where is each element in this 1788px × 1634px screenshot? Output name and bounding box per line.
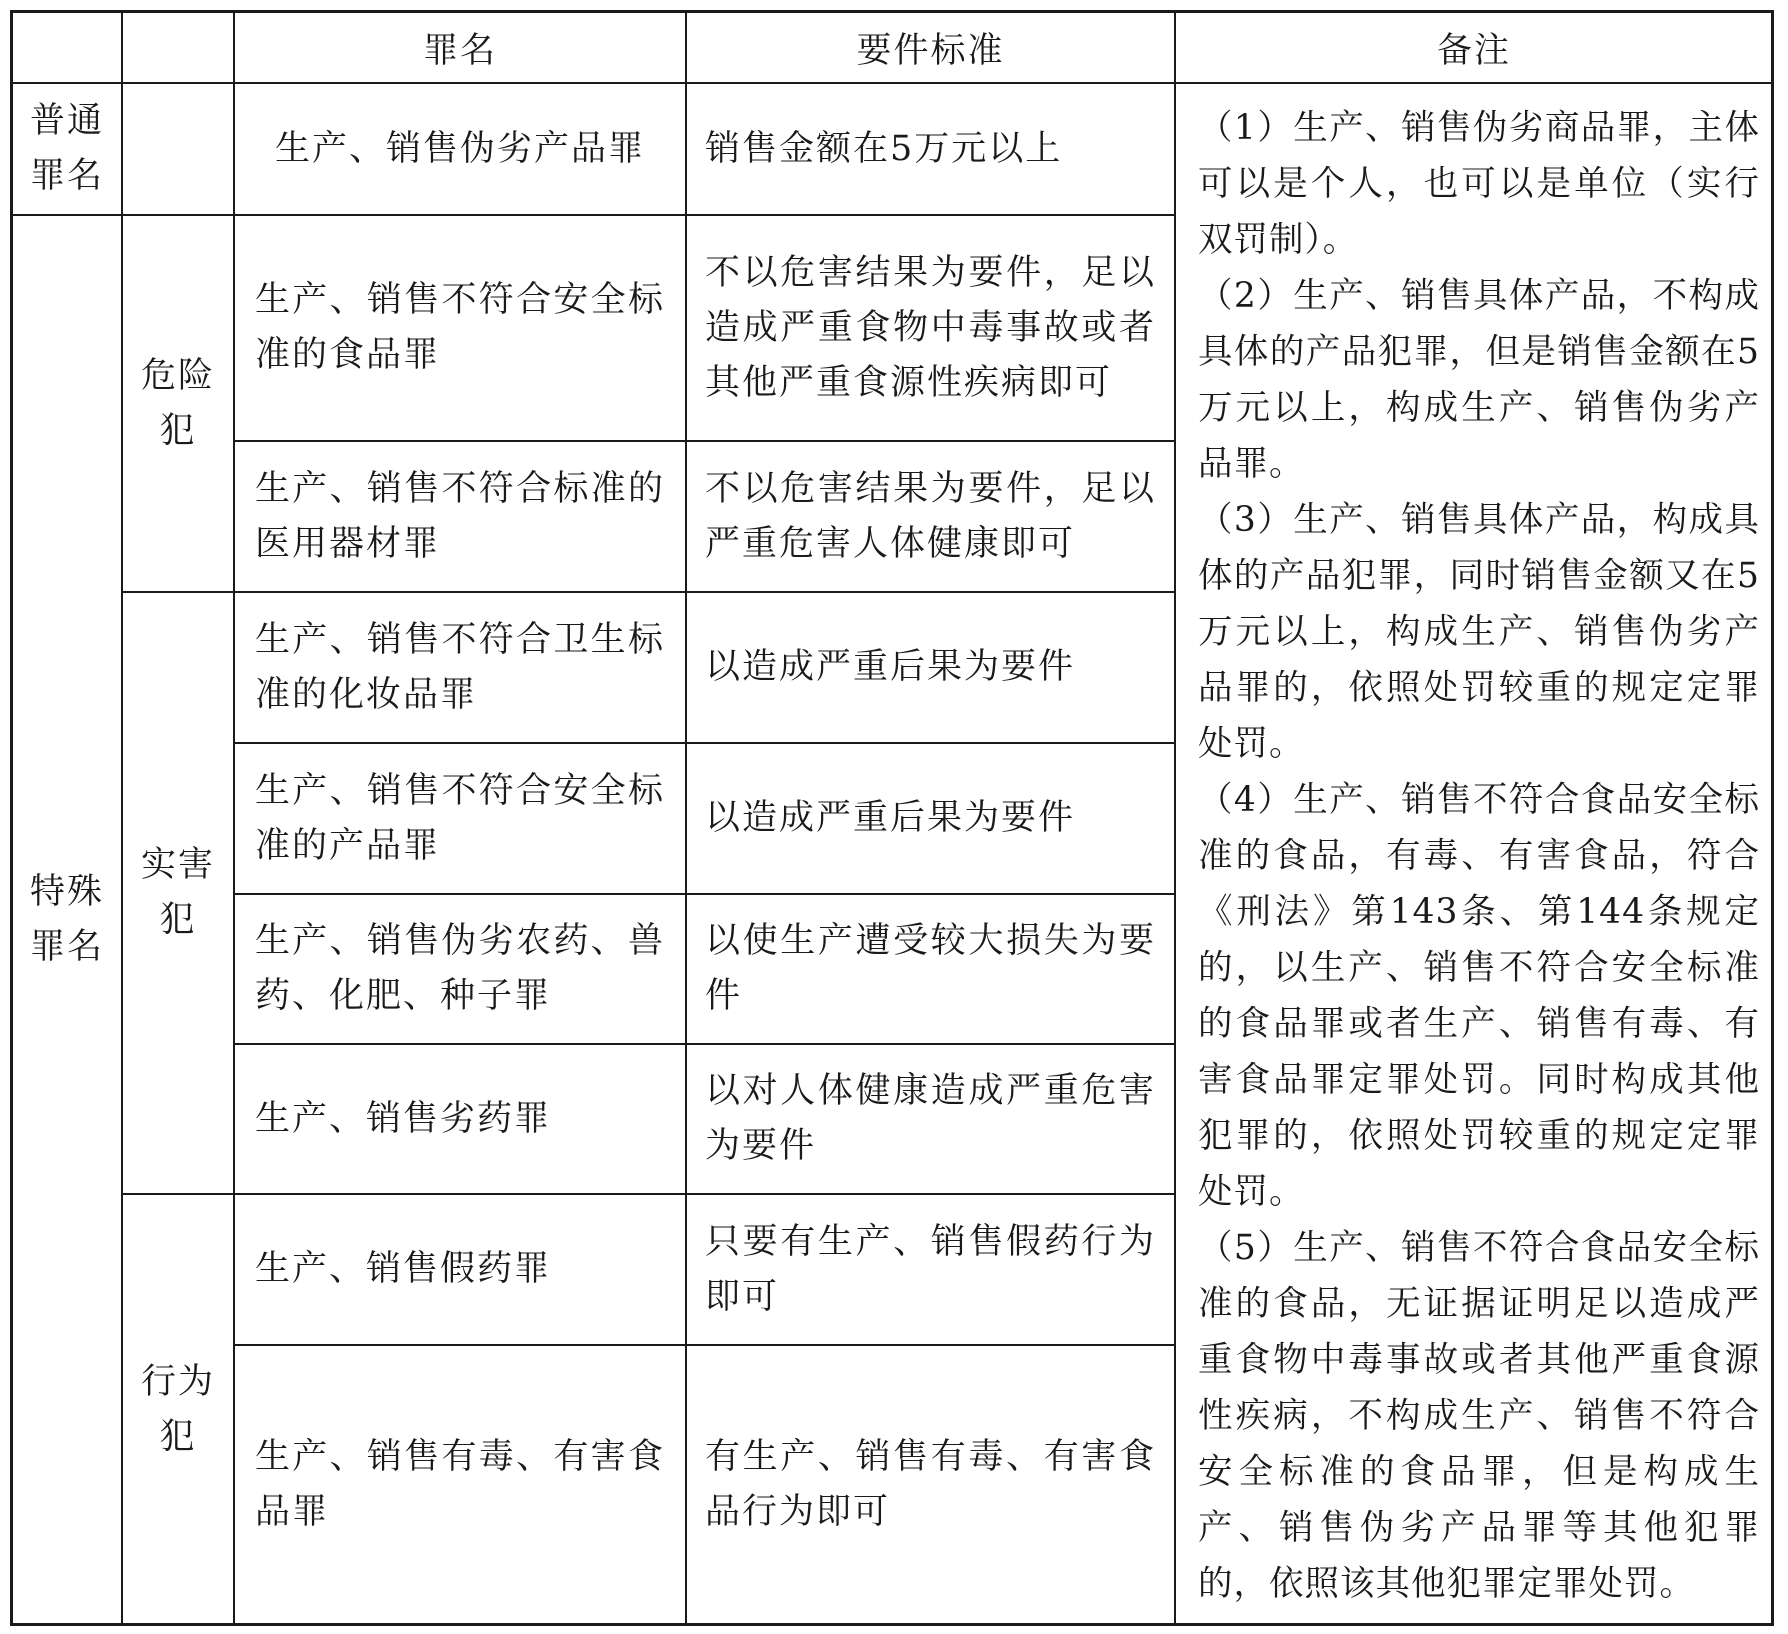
table-row-standard [687, 216, 1174, 440]
table-row-standard [687, 84, 1174, 214]
category-ordinary-line: 普通 [29, 101, 104, 141]
crime-name: 生产、销售伪劣农药、兽药、化肥、种子罪 [255, 921, 665, 1016]
crime-name: 生产、销售不符合安全标准的食品罪 [255, 280, 665, 375]
header-elements-label: 要件标准 [856, 30, 1005, 71]
crime-name: 生产、销售假药罪 [255, 1249, 552, 1289]
header-crime-name [235, 13, 685, 82]
table-row-standard [687, 895, 1174, 1043]
table-row-name [235, 442, 685, 591]
subcategory-harm-line: 实害 [140, 845, 215, 885]
note-paragraph: （4）生产、销售不符合食品安全标准的食品，有毒、有害食品，符合《刑法》第143条、第144条规定的，以生产、销售不符合安全标准的食品罪或者生产、销售有毒、有害食品罪定罪处罚。同时构成其他犯罪的，依照处罚较重的规定定罪处罚。 [1198, 780, 1760, 1212]
table-row-standard [687, 593, 1174, 742]
category-special [13, 216, 121, 1624]
crime-standard: 不以危害结果为要件，足以造成严重食物中毒事故或者其他严重食源性疾病即可 [705, 252, 1156, 403]
table-row-standard [687, 1195, 1174, 1344]
table-row-name [235, 744, 685, 893]
table-row-name [235, 593, 685, 742]
header-notes [1176, 13, 1772, 82]
crime-standard: 以使生产遭受较大损失为要件 [705, 921, 1156, 1016]
table-row-name [235, 1346, 685, 1624]
crime-name: 生产、销售伪劣产品罪 [274, 128, 645, 169]
note-paragraph: （2）生产、销售具体产品，不构成具体的产品犯罪，但是销售金额在5万元以上，构成生产、销售伪劣产品罪。 [1198, 276, 1760, 484]
crime-name: 生产、销售有毒、有害食品罪 [255, 1437, 665, 1532]
crime-name: 生产、销售劣药罪 [255, 1098, 552, 1139]
crime-standard: 销售金额在5万元以上 [705, 128, 1063, 169]
crime-standard: 以对人体健康造成严重危害为要件 [705, 1071, 1156, 1166]
note-paragraph: （1）生产、销售伪劣商品罪，主体可以是个人，也可以是单位（实行双罚制）。 [1198, 108, 1760, 260]
header-notes-label: 备注 [1436, 30, 1511, 71]
subcategory-behavior-line: 行为 [140, 1361, 215, 1402]
subcategory-danger [123, 216, 233, 591]
table-row-name [235, 84, 685, 214]
notes-cell [1198, 100, 1760, 1612]
note-paragraph: （5）生产、销售不符合食品安全标准的食品，无证据证明足以造成严重食物中毒事故或者其他严重食源性疾病，不构成生产、销售不符合安全标准的食品罪，但是构成生产、销售伪劣产品罪等其他犯罪的，依照该其他犯罪定罪处罚。 [1198, 1228, 1760, 1604]
table-row-standard [687, 1045, 1174, 1193]
subcategory-danger-line: 危险 [140, 355, 215, 396]
crime-name: 生产、销售不符合标准的医用器材罪 [255, 468, 665, 564]
subcategory-harm [123, 593, 233, 1193]
subcategory-behavior-line: 犯 [159, 1416, 197, 1457]
crime-standard: 不以危害结果为要件，足以严重危害人体健康即可 [705, 468, 1156, 564]
crime-name: 生产、销售不符合卫生标准的化妆品罪 [255, 619, 665, 715]
subcategory-behavior [123, 1195, 233, 1624]
category-ordinary [13, 84, 121, 214]
crime-standard: 以造成严重后果为要件 [705, 647, 1076, 687]
subcategory-danger-line: 犯 [159, 410, 197, 451]
header-elements [687, 13, 1174, 82]
crime-standard: 以造成严重后果为要件 [705, 798, 1076, 838]
table-row-name [235, 895, 685, 1043]
table-row-standard [687, 744, 1174, 893]
crime-standard: 只要有生产、销售假药行为即可 [705, 1221, 1156, 1317]
category-special-line: 特殊 [29, 872, 104, 912]
note-paragraph: （3）生产、销售具体产品，构成具体的产品犯罪，同时销售金额又在5万元以上，构成生产、销售伪劣产品罪的，依照处罚较重的规定定罪处罚。 [1198, 500, 1760, 764]
grid-line [1174, 12, 1176, 1624]
table-row-standard [687, 1346, 1174, 1624]
category-ordinary-line: 罪名 [29, 156, 104, 196]
table-row-name [235, 1045, 685, 1193]
crime-name: 生产、销售不符合安全标准的产品罪 [255, 770, 665, 866]
subcategory-harm-line: 犯 [159, 900, 197, 940]
crime-standard: 有生产、销售有毒、有害食品行为即可 [705, 1437, 1156, 1532]
table-row-name [235, 216, 685, 440]
category-special-line: 罪名 [29, 927, 104, 967]
table-row-name [235, 1195, 685, 1344]
header-crime-name-label: 罪名 [422, 30, 497, 71]
table-row-standard [687, 442, 1174, 591]
